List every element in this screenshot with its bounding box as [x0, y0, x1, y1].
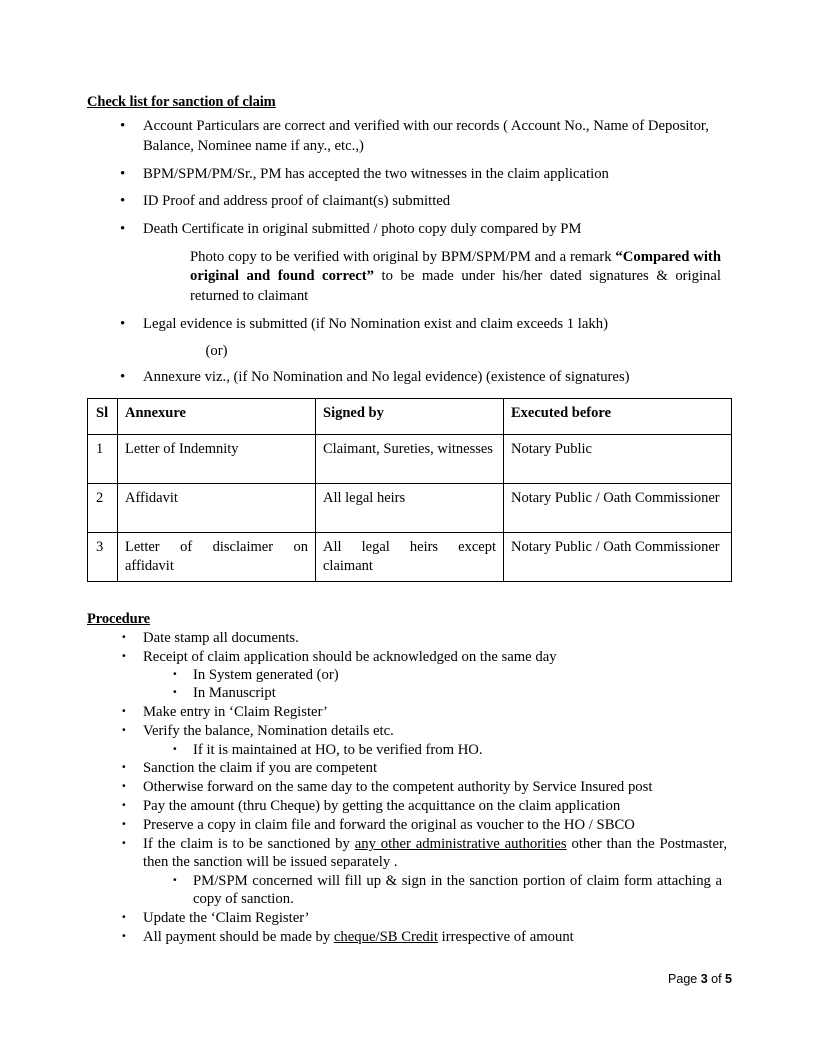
table-row: [88, 483, 732, 532]
checklist-heading: Check list for sanction of claim: [87, 94, 276, 110]
list-item: [143, 872, 727, 909]
footer-total-pages: 5: [725, 972, 732, 986]
list-item: [87, 220, 732, 240]
procedure-sublist: [143, 741, 732, 759]
procedure-item-text-underlined: any other administrative authorities: [354, 835, 567, 852]
cell-signed-by: All legal heirs except claimant: [316, 532, 504, 581]
checklist-list-annexure: [87, 368, 732, 388]
checklist-item-text: Legal evidence is submitted (if No Nomination exist and claim exceeds 1 lakh): [143, 315, 608, 332]
procedure-sublist: [143, 666, 732, 703]
checklist-item-text: ID Proof and address proof of claimant(s) submitted: [143, 193, 451, 210]
checklist-item-text: BPM/SPM/PM/Sr., PM has accepted the two witnesses in the claim application: [143, 165, 609, 182]
list-item: [87, 835, 732, 909]
procedure-subitem-text: In Manuscript: [193, 685, 276, 702]
list-item: [87, 778, 732, 796]
list-item: [87, 117, 732, 156]
column-header-sl: Sl: [88, 398, 118, 434]
footer-middle: of: [707, 972, 726, 986]
cell-signed-by: Claimant, Sureties, witnesses: [316, 434, 504, 483]
note-text-before: Photo copy to be verified with original by BPM/SPM/PM and a remark: [190, 248, 616, 265]
footer-current-page: 3: [700, 972, 708, 986]
procedure-item-text: Sanction the claim if you are competent: [143, 760, 378, 777]
procedure-item-text: Pay the amount (thru Cheque) by getting the acquittance on the claim application: [143, 798, 621, 815]
column-header-signed-by: Signed by: [316, 398, 504, 434]
checklist-item-text: Account Particulars are correct and verified with our records ( Account No., Name of Depositor, Balance, Nominee name if any., etc.,): [143, 118, 709, 154]
checklist-list-continued: [87, 315, 732, 335]
procedure-item-text-after: irrespective of amount: [437, 928, 574, 945]
column-header-executed-before: Executed before: [504, 398, 732, 434]
procedure-list: [87, 629, 732, 946]
cell-sl: 3: [88, 532, 118, 581]
cell-sl: 2: [88, 483, 118, 532]
page-content: [87, 93, 732, 947]
cell-executed-before: Notary Public: [504, 434, 732, 483]
list-item: [87, 368, 732, 388]
footer-prefix: Page: [668, 972, 701, 986]
list-item: [87, 315, 732, 335]
procedure-item-text: Verify the balance, Nomination details etc.: [143, 723, 394, 740]
note-text-after: to be made under his/her dated signatures & original returned to claimant: [190, 268, 721, 304]
cell-annexure: Letter of Indemnity: [118, 434, 316, 483]
procedure-item-text: Date stamp all documents.: [143, 629, 299, 646]
list-item: [143, 684, 732, 702]
list-item: [87, 629, 732, 647]
list-item: [87, 797, 732, 815]
list-item: [87, 703, 732, 721]
checklist-item-text: Annexure viz., (if No Nomination and No legal evidence) (existence of signatures): [143, 369, 630, 385]
cell-executed-before: Notary Public / Oath Commissioner: [504, 483, 732, 532]
procedure-item-text: Receipt of claim application should be acknowledged on the same day: [143, 648, 557, 665]
procedure-item-text-after: other than the Postmaster, then the sanction will be issued separately .: [143, 835, 727, 871]
column-header-annexure: Annexure: [118, 398, 316, 434]
list-item: [87, 165, 732, 185]
photo-copy-note: [87, 248, 732, 307]
or-separator: (or): [205, 343, 228, 360]
list-item: [87, 192, 732, 212]
table-row: [88, 532, 732, 581]
cell-signed-by: All legal heirs: [316, 483, 504, 532]
cell-executed-before: Notary Public / Oath Commissioner: [504, 532, 732, 581]
procedure-subitem-text: PM/SPM concerned will fill up & sign in the sanction portion of claim form attaching a copy of sanction.: [193, 872, 722, 908]
page-footer: [0, 972, 732, 986]
list-item: [87, 928, 732, 946]
procedure-sublist: [143, 872, 727, 909]
procedure-subitem-text: In System generated (or): [193, 667, 339, 684]
cell-annexure: Letter of disclaimer on affidavit: [118, 532, 316, 581]
list-item: [87, 648, 732, 703]
table-row: [88, 434, 732, 483]
procedure-subitem-text: If it is maintained at HO, to be verified from HO.: [193, 741, 483, 758]
procedure-item-text-before: If the claim is to be sanctioned by: [143, 835, 355, 852]
procedure-item-text: Update the ‘Claim Register’: [143, 909, 310, 926]
list-item: [143, 741, 732, 759]
note-text-bold: “Compared with original and found correct”: [190, 248, 721, 285]
list-item: [143, 666, 732, 684]
procedure-item-text: Otherwise forward on the same day to the competent authority by Service Insured post: [143, 779, 653, 796]
list-item: [87, 722, 732, 759]
procedure-item-text-underlined: cheque/SB Credit: [333, 928, 438, 945]
list-item: [87, 816, 732, 834]
checklist-item-text: Death Certificate in original submitted / photo copy duly compared by PM: [143, 220, 582, 237]
annexure-table: [87, 398, 732, 582]
procedure-item-text-before: All payment should be made by: [143, 928, 334, 945]
checklist-list: [87, 117, 732, 239]
procedure-heading: Procedure: [87, 610, 150, 627]
list-item: [87, 759, 732, 777]
procedure-item-text: Make entry in ‘Claim Register’: [143, 704, 328, 721]
cell-annexure: Affidavit: [118, 483, 316, 532]
cell-sl: 1: [88, 434, 118, 483]
table-header-row: [88, 398, 732, 434]
procedure-item-text: Preserve a copy in claim file and forward the original as voucher to the HO / SBCO: [143, 817, 635, 834]
list-item: [87, 909, 732, 927]
